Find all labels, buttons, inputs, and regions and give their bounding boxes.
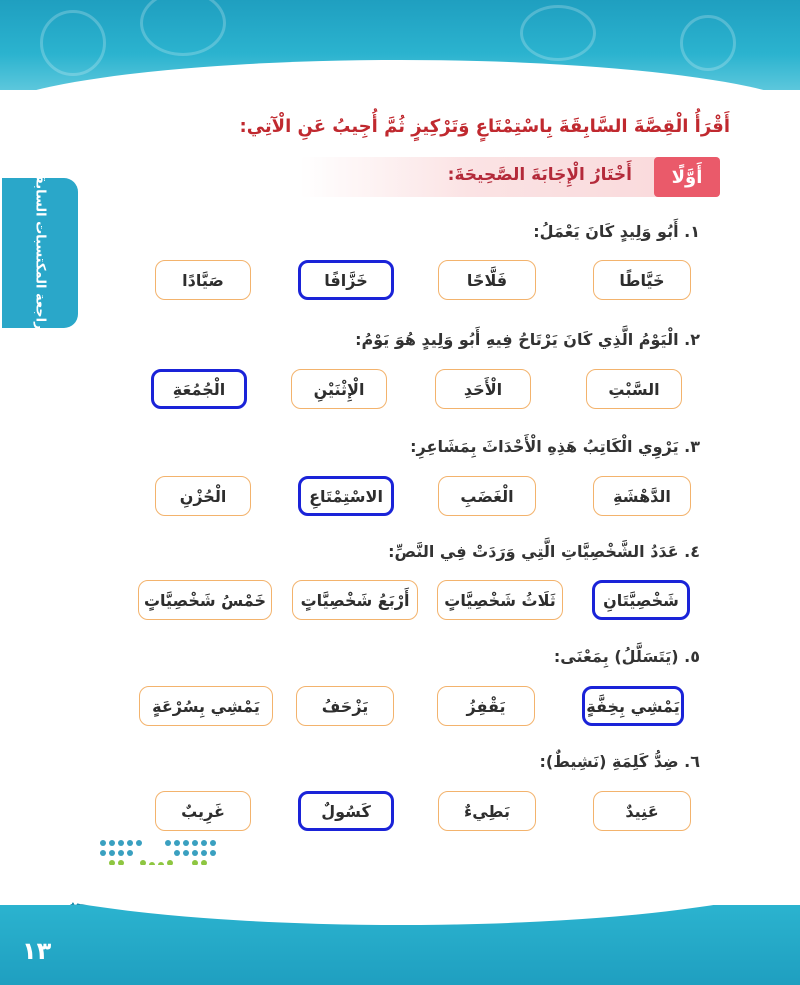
option[interactable]: الدَّهْشَةِ (593, 476, 691, 516)
question-2: ٢. الْيَوْمُ الَّذِي كَانَ يَرْتَاحُ فِيهِ أَبُو وَلِيدٍ هُوَ يَوْمُ: (355, 330, 700, 349)
option[interactable]: يَمْشِي بِسُرْعَةٍ (139, 686, 273, 726)
question-4-options (0, 580, 800, 622)
option-selected[interactable]: الْجُمُعَةِ (151, 369, 247, 409)
question-2-options (0, 369, 800, 411)
side-tab-label: مراجعة المكتسبات السابقة (32, 167, 48, 339)
question-6-options (0, 791, 800, 833)
option-selected[interactable]: شَخْصِيَّتَانِ (592, 580, 690, 620)
section-header (300, 157, 720, 197)
question-1-options (0, 260, 800, 302)
top-wave (0, 60, 800, 90)
option[interactable]: يَزْحَفُ (296, 686, 394, 726)
option[interactable]: السَّبْتِ (586, 369, 682, 409)
bottom-wave (0, 865, 800, 925)
option[interactable]: غَرِيبٌ (155, 791, 251, 831)
option[interactable]: أَرْبَعُ شَخْصِيَّاتٍ (292, 580, 418, 620)
question-5: ٥. (يَتَسَلَّلُ) بِمَعْنَى: (553, 647, 700, 666)
decorative-ring (40, 10, 106, 76)
question-3-options (0, 476, 800, 518)
option[interactable]: فَلَّاحًا (438, 260, 536, 300)
option-selected[interactable]: خَزَّافًا (298, 260, 394, 300)
option[interactable]: صَيَّادًا (155, 260, 251, 300)
option[interactable]: بَطِيءٌ (438, 791, 536, 831)
decorative-ring (140, 0, 226, 56)
option-selected[interactable]: كَسُولٌ (298, 791, 394, 831)
page-number: ١٣ (22, 937, 52, 965)
question-6: ٦. ضِدُّ كَلِمَةِ (نَشِيطٌ): (539, 752, 700, 771)
decorative-ring (520, 5, 596, 61)
option[interactable]: الْحُزْنِ (155, 476, 251, 516)
top-decorative-band (0, 0, 800, 90)
question-5-options (0, 686, 800, 728)
instruction-text: أَقْرَأُ الْقِصَّةَ السَّابِقَةَ بِاسْتِمْتَاعٍ وَتَرْكِيزٍ ثُمَّ أُجِيبُ عَنِ الْآتِي: (239, 116, 730, 137)
question-1: ١. أَبُو وَلِيدٍ كَانَ يَعْمَلُ: (533, 222, 700, 241)
side-tab (2, 167, 78, 339)
question-3: ٣. يَرْوِي الْكَاتِبُ هَذِهِ الْأَحْدَاثَ بِمَشَاعِرِ: (410, 437, 700, 456)
option[interactable]: خَيَّاطًا (593, 260, 691, 300)
question-4: ٤. عَدَدُ الشَّخْصِيَّاتِ الَّتِي وَرَدَتْ فِي النَّصِّ: (388, 542, 700, 561)
option[interactable]: يَقْفِزُ (437, 686, 535, 726)
option[interactable]: عَنِيدٌ (593, 791, 691, 831)
option-selected[interactable]: يَمْشِي بِخِفَّةٍ (582, 686, 684, 726)
section-badge: أَوَّلًا (654, 157, 720, 197)
option[interactable]: الْأَحَدِ (435, 369, 531, 409)
option[interactable]: الْغَضَبِ (438, 476, 536, 516)
bottom-decorative-band (0, 905, 800, 985)
option[interactable]: ثَلَاثُ شَخْصِيَّاتٍ (437, 580, 563, 620)
option[interactable]: الْإِثْنَيْنِ (291, 369, 387, 409)
option[interactable]: خَمْسُ شَخْصِيَّاتٍ (138, 580, 272, 620)
option-selected[interactable]: الاسْتِمْتَاعِ (298, 476, 394, 516)
decorative-ring (680, 15, 736, 71)
section-title: أَخْتَارُ الْإِجَابَةَ الصَّحِيحَةَ: (447, 165, 632, 185)
